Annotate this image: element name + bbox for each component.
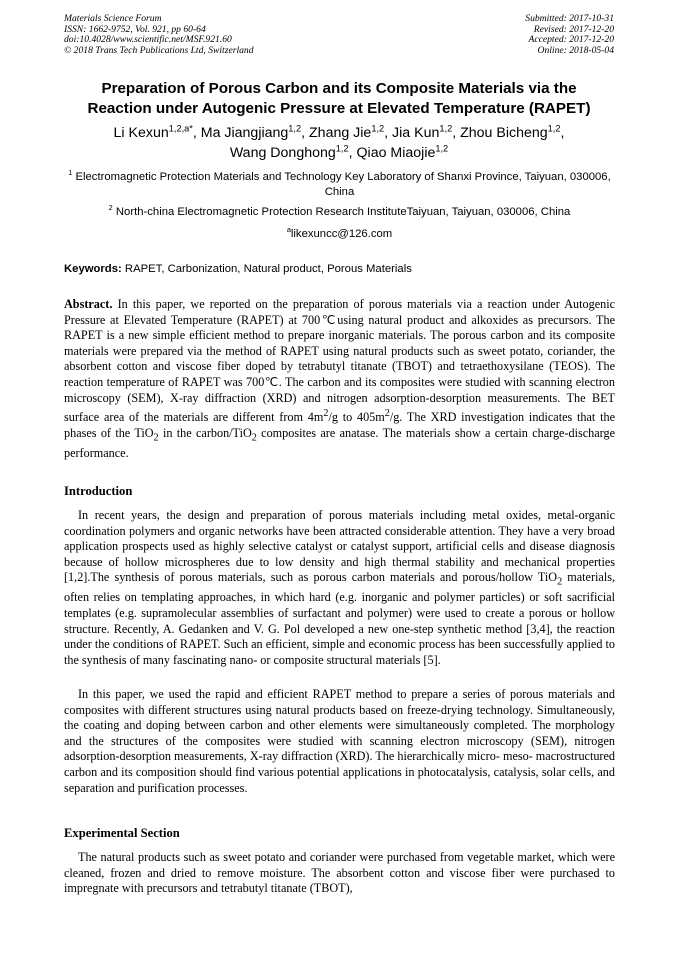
affiliation-1	[64, 170, 615, 199]
experimental-paragraph-1: The natural products such as sweet potato and coriander were purchased from vegetable market, which were cleaned, frozen and dried to remove moisture. The absorbent cotton and viscose fiber were purchased to impregnate with precursors and tetrabutyl titanate (TBOT),	[64, 850, 615, 896]
affiliation-text: Electromagnetic Protection Materials and Technology Key Laboratory of Shanxi Province, Taiyuan, 030006, China	[75, 171, 611, 198]
affiliation-2	[64, 205, 615, 220]
date-accepted: Accepted: 2017-12-20	[528, 34, 614, 46]
paper-title	[40, 79, 638, 119]
journal-info	[64, 14, 254, 56]
subscript: 2	[153, 432, 159, 444]
abstract	[64, 297, 615, 461]
date-revised: Revised: 2017-12-20	[533, 23, 614, 35]
title-line-1: Preparation of Porous Carbon and its Composite Materials via the	[101, 80, 577, 97]
abstract-label: Abstract.	[64, 297, 113, 311]
date-online: Online: 2018-05-04	[537, 44, 614, 56]
corresponding-email	[64, 227, 615, 242]
keywords	[64, 262, 615, 277]
affiliation-number: 2	[108, 203, 113, 213]
journal-name: Materials Science Forum	[64, 13, 162, 24]
superscript: 2	[384, 408, 390, 420]
author-affiliation-mark: 1,2,a*	[168, 123, 193, 134]
abstract-text: In this paper, we reported on the preparation of porous materials via a reaction under Autogenic Pressure at Elevated Temperature (RAPET) at 700℃using natural product and alkoxides as precursors. The RAPET is a new simple efficient method to prepare inorganic materials. The porous carbon and its composite materials were prepared via the method of RAPET using natural products such as sweet potato, coriander, the absorbent cotton and viscose fiber doped by tetrabutyl titanate (TBOT) and tetraethoxysilane (TEOS). The reaction temperature of RAPET was 700℃. The carbon and its composites were studied with scanning electron microscopy (SEM), X-ray diffraction (XRD) and nitrogen adsorption-desorption measurements. The BET surface area of the materials are different from 4m	[64, 297, 615, 425]
author-affiliation-mark: 1,2	[439, 123, 453, 134]
publication-dates	[525, 14, 614, 56]
experimental-heading: Experimental Section	[64, 826, 180, 840]
subscript: 2	[251, 432, 257, 444]
author-affiliation-mark: 1,2	[335, 143, 349, 154]
author-affiliation-mark: 1,2	[288, 123, 302, 134]
author-affiliation-mark: 1,2	[435, 143, 449, 154]
journal-copyright: © 2018 Trans Tech Publications Ltd, Switzerland	[64, 44, 254, 56]
author-name: Zhou Bicheng	[460, 125, 548, 141]
author-affiliation-mark: 1,2	[371, 123, 385, 134]
abstract-text: /g to 405m	[328, 410, 385, 425]
title-line-2: Reaction under Autogenic Pressure at Elevated Temperature (RAPET)	[87, 100, 591, 117]
subscript: 2	[557, 576, 563, 588]
email-address[interactable]: likexuncc@126.com	[290, 228, 393, 240]
abstract-text: /g. The XRD investigation indicates that the phases of the TiO	[64, 410, 615, 440]
author-list: Li Kexun$^{1,2,a*}$, Ma Jiangjiang$^{1,2}$, Zhang Jie$^{1,2}$, Jia Kun$^{1,2}$, Zhou Bicheng$^{1,2}$, Wang Donghong$^{1,2}$, Qiao Miaojie$^{1,2}$	[113, 123, 565, 161]
abstract-text: in the carbon/TiO	[158, 425, 252, 440]
journal-issn: ISSN: 1662-9752, Vol. 921, pp 60-64	[64, 23, 206, 35]
introduction-paragraph-1	[64, 508, 615, 668]
affiliation-text: North-china Electromagnetic Protection Research InstituteTaiyuan, Taiyuan, 030006, China	[115, 206, 571, 218]
author-name: Li Kexun	[113, 125, 169, 141]
introduction-heading: Introduction	[64, 484, 133, 498]
author-name: Ma Jiangjiang	[200, 125, 289, 141]
author-name: Qiao Miaojie	[356, 145, 436, 161]
paragraph-text: In recent years, the design and preparation of porous materials including metal oxides, metal-organic coordination polymers and organic networks have been attracted considerable attention. They have a very broad application prospects used as highly selective catalyst or catalyst support, artificial cells and disease diagnosis because of hollow microspheres due to low density and high thermal stability and mechanical properties [1,2].The synthesis of porous materials, such as porous carbon materials and porous/hollow TiO	[64, 508, 615, 585]
author-affiliation-mark: 1,2	[547, 123, 561, 134]
affiliation-number: 1	[68, 168, 73, 178]
author-name: Wang Donghong	[229, 145, 336, 161]
keywords-text: RAPET, Carbonization, Natural product, Porous Materials	[124, 263, 412, 275]
paragraph-text: materials, often relies on templating approaches, in which hard (e.g. inorganic and polymer particles) or soft sacrificial templates (e.g. supramolecular assemblies of surfactant and polymer) were used to create a porous or hollow structure. Recently, A. Gedanken and V. G. Pol developed a new one-step synthetic method [3,4], the reaction under the conditions of RAPET. Such an efficient, simple and economic process has been successfully applied to the synthesis of many fascinating nano- or composite structural materials [5].	[64, 570, 615, 667]
abstract-text: composites are anatase. The materials show a certain charge-discharge performance.	[64, 425, 615, 460]
introduction-paragraph-2: In this paper, we used the rapid and efficient RAPET method to prepare a series of porous materials and composites with different structures using natural products based on freeze-drying technology. Simultaneously, the coating and doping between carbon and other elements were simultaneously completed. The morphology and the structures of the composites were studied with scanning electron microscopy (SEM), nitrogen adsorption-desorption measurements, X-ray diffraction (XRD). The hierarchically micro- meso- macrostructured carbon and its composition should find various potential applications in photocatalysis, catalysis, solar cells, and separation and purification processes.	[64, 687, 615, 795]
journal-doi: doi:10.4028/www.scientific.net/MSF.921.60	[64, 34, 232, 46]
email-mark: a	[286, 225, 291, 235]
superscript: 2	[323, 408, 329, 420]
author-name: Jia Kun	[392, 125, 440, 141]
keywords-label: Keywords:	[64, 263, 122, 275]
author-name: Zhang Jie	[309, 125, 372, 141]
date-submitted: Submitted: 2017-10-31	[525, 13, 614, 24]
